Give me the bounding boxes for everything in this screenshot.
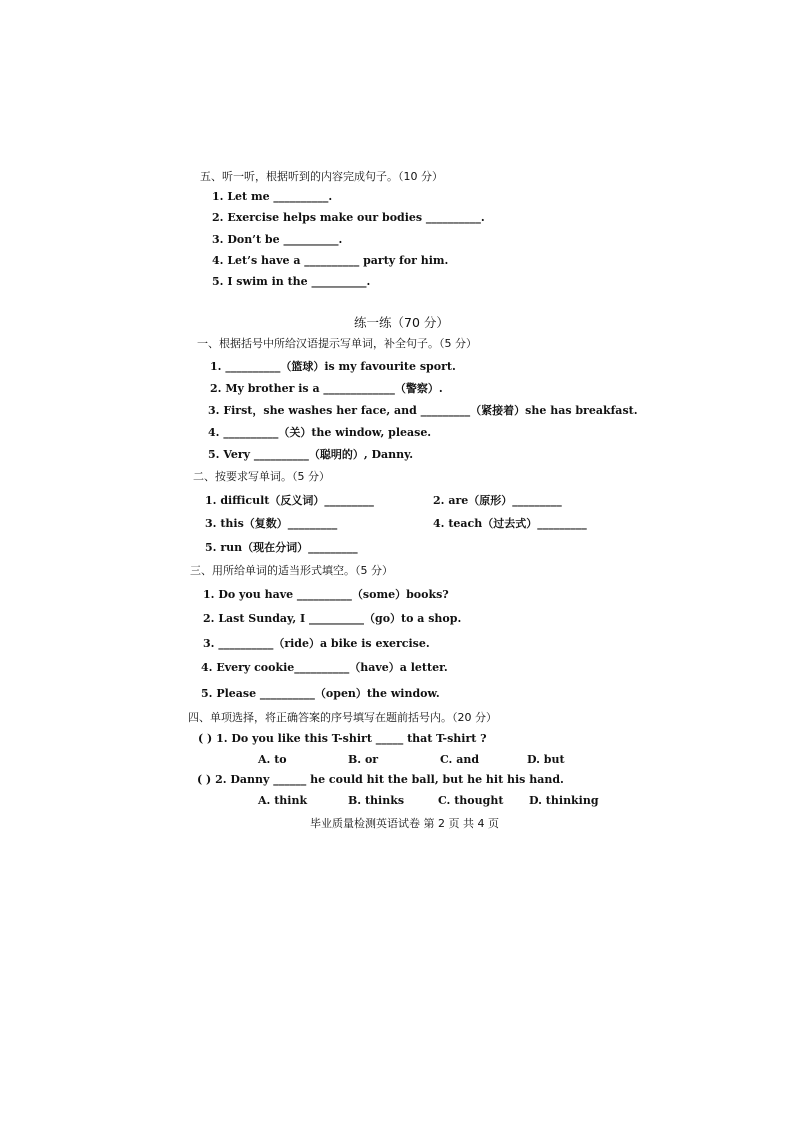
part4-q2-option-c: C. thought: [438, 794, 504, 807]
part4-q1-stem: ( ) 1. Do you like this T-shirt _____ that T-shirt ?: [198, 732, 487, 745]
part3-item-5: 5. Please __________（open）the window.: [201, 687, 440, 700]
part2-item-1: 1. difficult（反义词）_________: [205, 494, 374, 507]
part1-heading: 一、根据括号中所给汉语提示写单词，补全句子。（5 分）: [197, 337, 477, 350]
section5-item-3: 3. Don’t be __________.: [212, 233, 343, 246]
part3-item-1: 1. Do you have __________（some）books?: [203, 588, 449, 601]
part1-item-4: 4. __________（关）the window, please.: [208, 426, 432, 439]
part2-item-5: 5. run（现在分词）_________: [205, 541, 358, 554]
part1-item-1: 1. __________（篮球）is my favourite sport.: [210, 360, 456, 373]
section5-item-4: 4. Let’s have a __________ party for him.: [212, 254, 449, 267]
part3-item-3: 3. __________（ride）a bike is exercise.: [203, 637, 430, 650]
part4-heading: 四、单项选择，将正确答案的序号填写在题前括号内。（20 分）: [188, 711, 497, 724]
part2-heading: 二、按要求写单词。（5 分）: [193, 470, 330, 483]
part2-item-3: 3. this（复数）_________: [205, 517, 338, 530]
part2-item-4: 4. teach（过去式）_________: [433, 517, 587, 530]
part4-q1-option-d: D. but: [527, 753, 565, 766]
part4-q1-option-b: B. or: [348, 753, 379, 766]
practice-title: 练一练（70 分）: [354, 315, 449, 330]
part4-q2-option-a: A. think: [258, 794, 308, 807]
page-footer: 毕业质量检测英语试卷 第 2 页 共 4 页: [310, 817, 499, 830]
section5-item-2: 2. Exercise helps make our bodies __________.: [212, 211, 485, 224]
part3-item-4: 4. Every cookie__________（have）a letter.: [201, 661, 448, 674]
section5-item-1: 1. Let me __________.: [212, 190, 333, 203]
part4-q1-option-c: C. and: [440, 753, 480, 766]
part1-item-2: 2. My brother is a _____________（警察）.: [210, 382, 443, 395]
part4-q2-option-d: D. thinking: [529, 794, 599, 807]
part3-heading: 三、用所给单词的适当形式填空。（5 分）: [190, 564, 393, 577]
section5-item-5: 5. I swim in the __________.: [212, 275, 371, 288]
part4-q2-option-b: B. thinks: [348, 794, 405, 807]
part1-item-3: 3. First，she washes her face, and _________（紧接着）she has breakfast.: [208, 404, 638, 417]
section5-heading: 五、听一听，根据听到的内容完成句子。（10 分）: [200, 170, 443, 183]
part2-item-2: 2. are（原形）_________: [433, 494, 562, 507]
part3-item-2: 2. Last Sunday, I __________（go）to a shop.: [203, 612, 462, 625]
part4-q2-stem: ( ) 2. Danny ______ he could hit the ball, but he hit his hand.: [197, 773, 564, 786]
part1-item-5: 5. Very __________（聪明的）, Danny.: [208, 448, 414, 461]
part4-q1-option-a: A. to: [258, 753, 287, 766]
